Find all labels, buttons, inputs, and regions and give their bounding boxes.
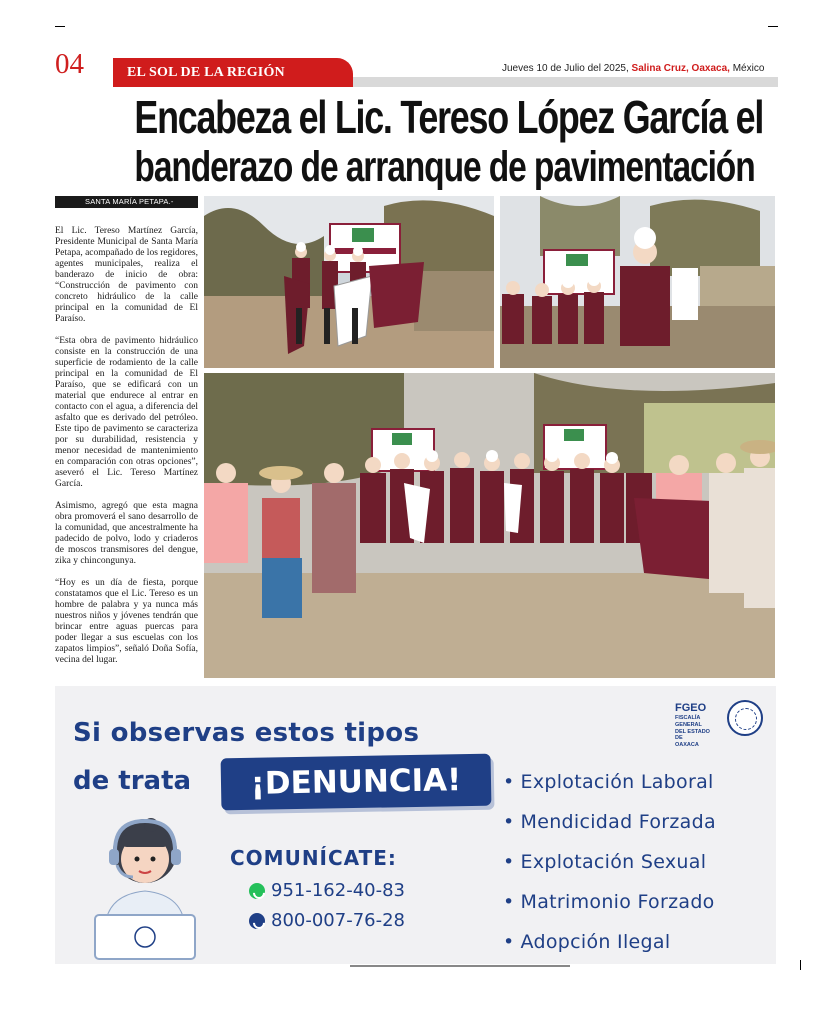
dateline-tag: SANTA MARÍA PETAPA.- [55, 196, 198, 208]
list-item: • Explotación Sexual [503, 842, 716, 882]
operator-illustration [85, 811, 205, 961]
state-seal-icon [727, 700, 763, 736]
denuncia-banner: ¡DENUNCIA! [221, 754, 492, 811]
fge-logo-line4: OAXACA [675, 742, 699, 748]
phone-whatsapp-number: 951-162-40-83 [271, 880, 406, 901]
article-paragraph: “Hoy es un día de fiesta, porque constatamos que el Lic. Tereso es un hombre de palabra y ya nunca más nuestros niños y jóvenes tendrán que brincar entre aguas puercas para poder llegar a sus escuelas con los zapatos limpios”, señaló Doña Sofía, vecina del lugar. [55, 578, 198, 665]
article-paragraph: “Esta obra de pavimento hidráulico consiste en la construcción de una superficie de rodamiento de la calle principal en la comunidad de El Paraíso, que se edificará con un material que endurece al entrar en contacto con el agua, a diferencia del asfalto que es derivado del petróleo. Este tipo de pavimento se caracteriza por su durabilidad, resistencia y menor necesidad de mantenimiento en comparación con otras opciones”, aseveró el Lic. Tereso Martínez García. [55, 336, 198, 489]
page-number: 04 [55, 48, 84, 80]
crop-mark [768, 26, 778, 27]
date: Jueves 10 de Julio del 2025, [502, 63, 629, 74]
crop-mark [800, 960, 801, 970]
phone-whatsapp [249, 880, 405, 901]
photo-speech [500, 196, 775, 368]
list-item: • Explotación Laboral [503, 762, 716, 802]
trafficking-types-list [503, 762, 716, 962]
article-body [55, 226, 198, 677]
list-item: • Matrimonio Forzado [503, 882, 716, 922]
list-item: • Mendicidad Forzada [503, 802, 716, 842]
article-paragraph: El Lic. Tereso Martínez García, Presidente Municipal de Santa María Petapa, acompañado de los regidores, agentes municipales, realiza el banderazo de inicio de obra: “Construcción de pavimento con concreto hidráulico de la calle principal en la comunidad de El Paraíso. [55, 226, 198, 324]
phone-line-number: 800-007-76-28 [271, 910, 406, 931]
photo-c-image [204, 373, 775, 678]
fge-logo [675, 702, 719, 748]
headline-line-2: banderazo de arranque de pavimentación [134, 143, 755, 191]
dateline [502, 63, 764, 74]
headline-line-1: Encabeza el Lic. Tereso López García el [134, 91, 764, 143]
crop-mark [55, 26, 65, 27]
country: México [732, 63, 765, 74]
photo-ceremony-flags [204, 196, 494, 368]
article-paragraph: Asimismo, agregó que esta magna obra promoverá el sano desarrollo de la comunidad, que ancestralmente ha padecido de polvo, lodo y criaderos de moscos transmisores del dengue, zika y chincongunya. [55, 501, 198, 566]
phone-line [249, 910, 405, 931]
fge-logo-line2: GENERAL [675, 722, 702, 728]
location: Salina Cruz, Oaxaca, [631, 63, 730, 74]
header-rule [353, 77, 778, 87]
headline [55, 91, 777, 191]
list-item: • Adopción Ilegal [503, 922, 716, 962]
ad-headline-2: de trata [73, 766, 192, 796]
contact-heading: COMUNÍCATE: [230, 846, 397, 870]
photo-community-group [204, 373, 775, 678]
anti-trafficking-ad [55, 686, 776, 964]
fge-logo-line1: FISCALÍA [675, 715, 701, 721]
whatsapp-icon [249, 883, 265, 899]
photo-b-image [500, 196, 775, 368]
ad-headline-1: Si observas estos tipos [73, 718, 420, 748]
phone-icon [249, 913, 265, 929]
fge-logo-line3: DEL ESTADO DE [675, 729, 710, 741]
section-banner: EL SOL DE LA REGIÓN [113, 58, 353, 87]
photo-a-image [204, 196, 494, 368]
bottom-rule [350, 965, 570, 967]
fge-logo-short: FGEO [675, 702, 707, 714]
